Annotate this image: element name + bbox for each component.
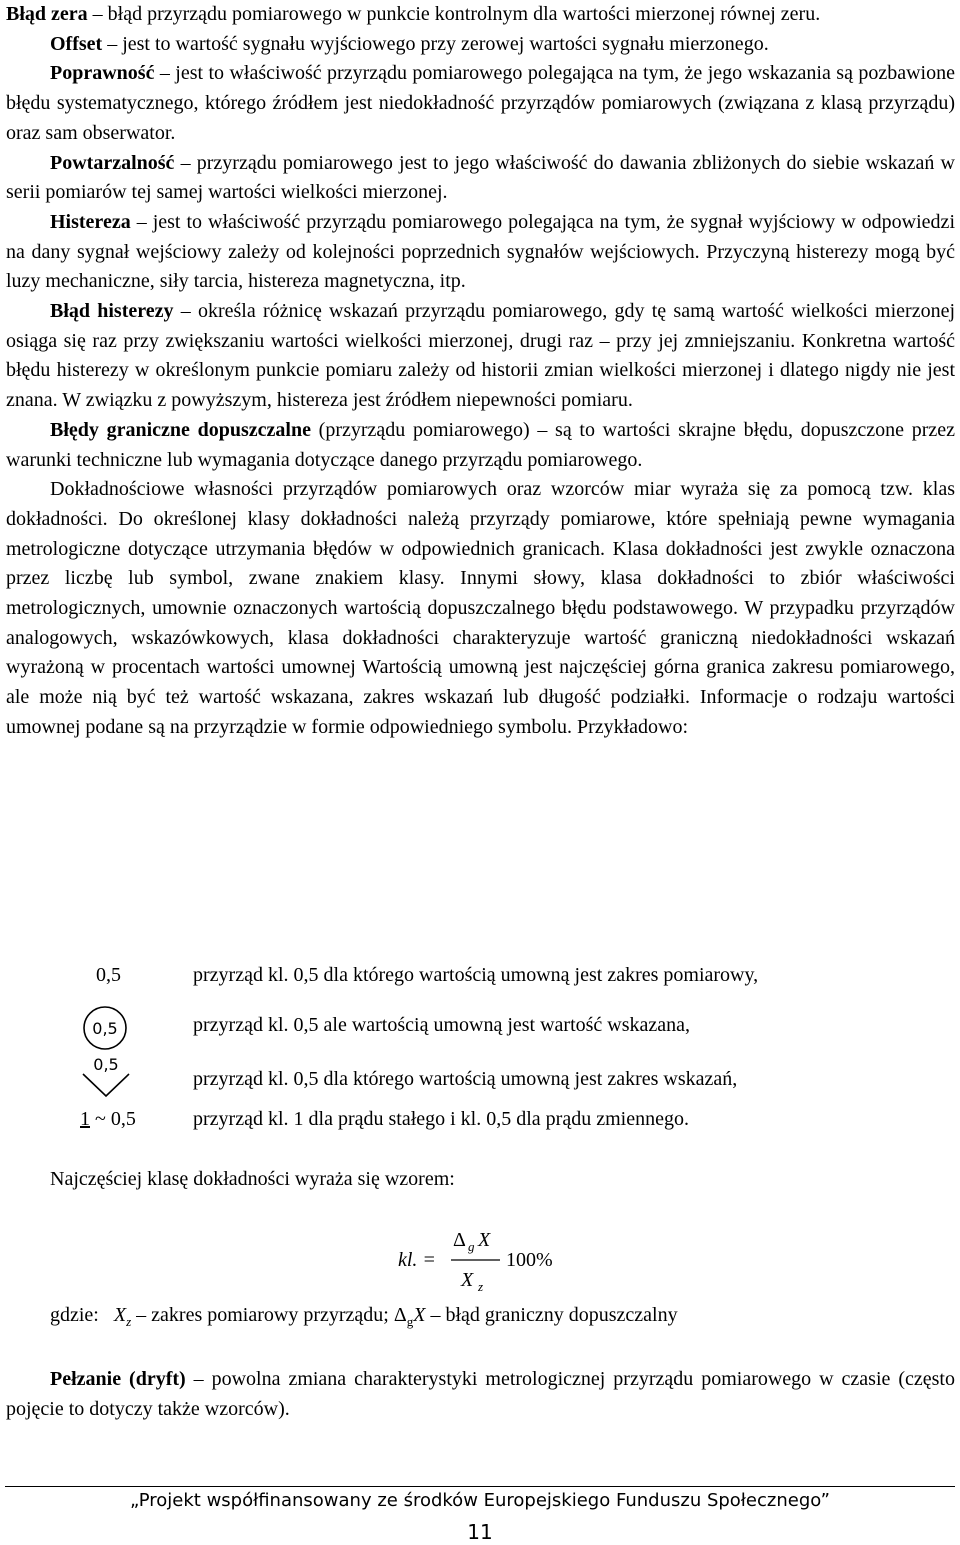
class-symbol-ac: ~ 0,5 <box>90 1108 136 1130</box>
footer-text: „Projekt współfinansowany ze środków Europejskiego Funduszu Społecznego” <box>130 1490 830 1511</box>
var-xz: X <box>113 1304 127 1326</box>
sub-z: z <box>126 1314 132 1329</box>
desc-delta-x: – błąd graniczny dopuszczalny <box>425 1304 678 1326</box>
example-description: przyrząd kl. 1 dla prądu stałego i kl. 0,5 dla prądu zmiennego. <box>193 1108 689 1130</box>
var-x: X <box>413 1304 426 1326</box>
term: Błąd zera <box>6 3 88 25</box>
term: Błędy graniczne dopuszczalne <box>50 418 311 441</box>
definition-powtarzalnosc <box>6 149 955 208</box>
sub-g: g <box>406 1314 414 1329</box>
formula-den-x: X <box>461 1269 474 1291</box>
term: Histereza <box>50 210 131 233</box>
triangle-class-icon <box>80 1054 132 1098</box>
class-symbol-dc-ac <box>80 1104 180 1134</box>
desc-xz: – zakres pomiarowy przyrządu; <box>131 1304 389 1326</box>
definition-bledy-graniczne <box>6 416 955 475</box>
example-description: przyrząd kl. 0,5 ale wartością umowną jest wartość wskazana, <box>193 1014 691 1036</box>
definition-pelzanie <box>6 1365 955 1424</box>
definition-histereza <box>6 208 955 297</box>
class-paragraph: Dokładnościowe własności przyrządów pomiarowych oraz wzorców miar wyraża się za pomocą tzw. klas dokładności. Do określonej klasy dokładności należą przyrządy pomiarowe, które spełniają pewne wymagania metrologiczne dotyczące utrzymania błędów w odpowiednich granicach. Klasa dokładności jest zwykle oznaczona przez liczbę lub symbol, zwane znakiem klasy. Innymi słowy, klasa dokładności to zbiór właściwości metrologicznych, umownie oznaczonych wartością dopuszczalnego błędu podstawowego. W przypadku przyrządów analogowych, wskazówkowych, klasa dokładności charakteryzuje wartość graniczną niedokładności wskazań wyrażoną w procentach wartości umownej Wartością umowną jest najczęściej górna granica zakresu pomiarowego, ale może nią być też wartość wskazana, zakres wskazań lub długość podziałki. Informacje o rodzaju wartości umownej podane są na przyrządzie w formie odpowiedniego symbolu. Przykładowo: <box>6 478 955 738</box>
circle-class-icon <box>80 1006 130 1050</box>
term: Powtarzalność <box>50 151 175 174</box>
term: Pełzanie (dryft) <box>50 1368 186 1390</box>
formula-num-x: X <box>478 1229 491 1251</box>
formula-percent: 100% <box>506 1249 553 1271</box>
class-symbol-circled: 0,5 <box>92 1019 118 1038</box>
page-number: 11 <box>467 1520 493 1544</box>
example-row <box>0 1104 960 1144</box>
gdzie-label: gdzie: <box>50 1304 99 1326</box>
definition-text: – określa różnicę wskazań przyrządu pomiarowego, gdy tę samą wartość wielkości mierzonej osiąga się raz przy zwiększaniu wartości wielkości mierzonej, drugi raz – przy jej zmniejszaniu. Konkretna wartość błędu histerezy w określonym punkcie pomiaru zależy od historii zmian wielkości mierzonej i dlatego nigdy nie jest znana. W związku z powyższym, histereza jest źródłem niepewności pomiaru. <box>6 300 956 412</box>
definition-blad-histerezy <box>6 297 955 416</box>
definition-blad-zera <box>6 0 955 30</box>
formula-sub-z: z <box>478 1279 484 1294</box>
term: Offset <box>50 32 103 55</box>
definition-text: – powolna zmiana charakterystyki metrologicznej przyrządu pomiarowego w czasie (często pojęcie to dotyczy także wzorców). <box>6 1368 955 1420</box>
example-row <box>0 960 960 1000</box>
formula-intro: Najczęściej klasę dokładności wyraża się wzorem: <box>50 1168 455 1190</box>
example-row <box>0 1055 960 1104</box>
formula-sub-g: g <box>468 1239 475 1254</box>
definition-text: (przyrządu pomiarowego) – są to wartości skrajne błędu, dopuszczone przez warunki techniczne lub wymagania dotyczące danego przyrządu pomiarowego. <box>6 418 956 471</box>
term: Błąd histerezy <box>50 300 174 323</box>
definition-text: – jest to właściwość przyrządu pomiarowego polegająca na tym, że jego wskazania są pozbawione błędu systematycznego, którego źródłem jest niedokładność przyrządów pomiarowych (związana z klasą przyrządu) oraz sam obserwator. <box>6 62 955 144</box>
formula-lhs: kl. = <box>398 1249 436 1271</box>
definition-text: – jest to wartość sygnału wyjściowego przy zerowej wartości sygnału mierzonego. <box>102 32 769 55</box>
delta-symbol: Δ <box>393 1304 407 1326</box>
class-symbol-dc: 1 <box>80 1108 90 1130</box>
definition-text: – błąd przyrządu pomiarowego w punkcie kontrolnym dla wartości mierzonej równej zeru. <box>87 3 821 25</box>
definition-poprawnosc <box>6 59 955 148</box>
example-description: przyrząd kl. 0,5 dla którego wartością umowną jest zakres wskazań, <box>193 1068 738 1090</box>
class-symbol-triangle: 0,5 <box>93 1055 119 1074</box>
definitions-block <box>6 0 955 743</box>
definition-text: – jest to właściwość przyrządu pomiarowego polegająca na tym, że sygnał wyjściowy w odpowiedzi na dany sygnał wejściowy zależy od kolejności poprzednich sygnałów wejściowych. Przyczyną histerezy mogą być luzy mechaniczne, siły tarcia, histereza magnetyczna, itp. <box>6 210 955 293</box>
class-symbol-plain: 0,5 <box>96 964 121 986</box>
accuracy-class-formula <box>398 1222 598 1302</box>
definition-text: – przyrządu pomiarowego jest to jego właściwość do dawania zbliżonych do siebie wskazań w serii pomiarów tej samej wartości wielkości mierzonej. <box>6 151 955 204</box>
pelzanie-block <box>6 1365 955 1424</box>
formula-delta: Δ <box>453 1229 466 1251</box>
formula-legend <box>50 1300 678 1337</box>
term: Poprawność <box>50 62 155 85</box>
example-row <box>0 1010 960 1050</box>
definition-offset <box>6 30 955 60</box>
example-description: przyrząd kl. 0,5 dla którego wartością umowną jest zakres pomiarowy, <box>193 964 759 986</box>
